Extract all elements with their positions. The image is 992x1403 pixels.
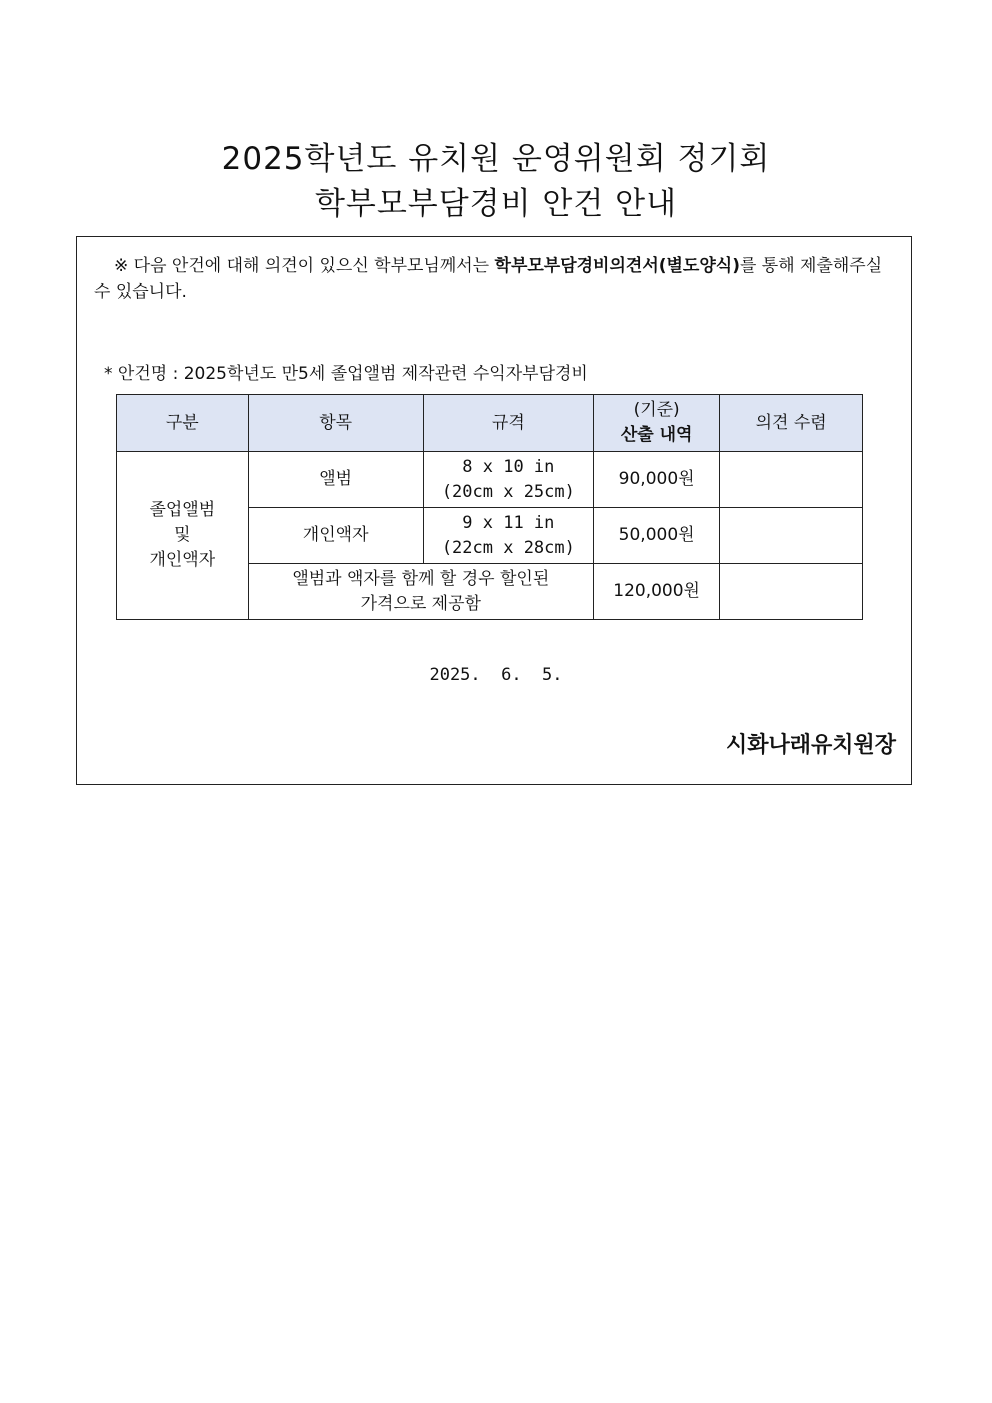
signer-name: 시화나래유치원장 — [725, 733, 896, 758]
category-line2: 및 — [174, 525, 191, 545]
agenda-title: * 안건명 : 2025학년도 만5세 졸업앨범 제작관련 수익자부담경비 — [104, 364, 588, 384]
opinion-form-name: 학부모부담경비의견서(별도양식) — [494, 256, 740, 276]
spec-line1: 9 x 11 in — [462, 512, 555, 533]
combo-line2: 가격으로 제공함 — [360, 593, 481, 614]
header-item: 항목 — [248, 395, 423, 452]
price-cell: 50,000원 — [593, 508, 719, 564]
price-cell: 90,000원 — [593, 452, 719, 508]
item-cell: 앨범 — [248, 452, 423, 508]
price-cell: 120,000원 — [593, 564, 719, 620]
opinion-cell[interactable] — [720, 564, 863, 620]
cost-table — [116, 394, 863, 620]
combo-description-cell — [248, 564, 593, 620]
spec-cell — [423, 508, 593, 564]
header-basis-line2: 산출 내역 — [620, 425, 693, 445]
document-title-line2: 학부모부담경비 안건 안내 — [314, 186, 678, 222]
header-spec: 규격 — [423, 395, 593, 452]
document-title-line1: 2025학년도 유치원 운영위원회 정기회 — [221, 141, 771, 177]
header-category: 구분 — [117, 395, 249, 452]
spec-line2: (22cm x 28cm) — [441, 537, 575, 558]
document-date: 2025. 6. 5. — [429, 665, 563, 685]
category-cell — [117, 452, 249, 620]
table-header-row — [117, 395, 863, 452]
notice-text — [94, 253, 894, 305]
spec-cell — [423, 452, 593, 508]
opinion-cell[interactable] — [720, 452, 863, 508]
header-opinion: 의견 수렴 — [720, 395, 863, 452]
spec-line1: 8 x 10 in — [462, 456, 555, 477]
header-basis-line1: (기준) — [633, 400, 680, 420]
notice-suffix: 를 통해 제출해주실 수 있습니다. — [94, 256, 883, 302]
opinion-cell[interactable] — [720, 508, 863, 564]
spec-line2: (20cm x 25cm) — [441, 481, 575, 502]
combo-line1: 앨범과 액자를 함께 할 경우 할인된 — [292, 568, 550, 589]
table-row — [117, 452, 863, 508]
notice-prefix: ※ 다음 안건에 대해 의견이 있으신 학부모님께서는 — [114, 256, 495, 276]
header-basis — [593, 395, 719, 452]
category-line3: 개인액자 — [149, 550, 216, 570]
category-line1: 졸업앨범 — [149, 500, 216, 520]
item-cell: 개인액자 — [248, 508, 423, 564]
